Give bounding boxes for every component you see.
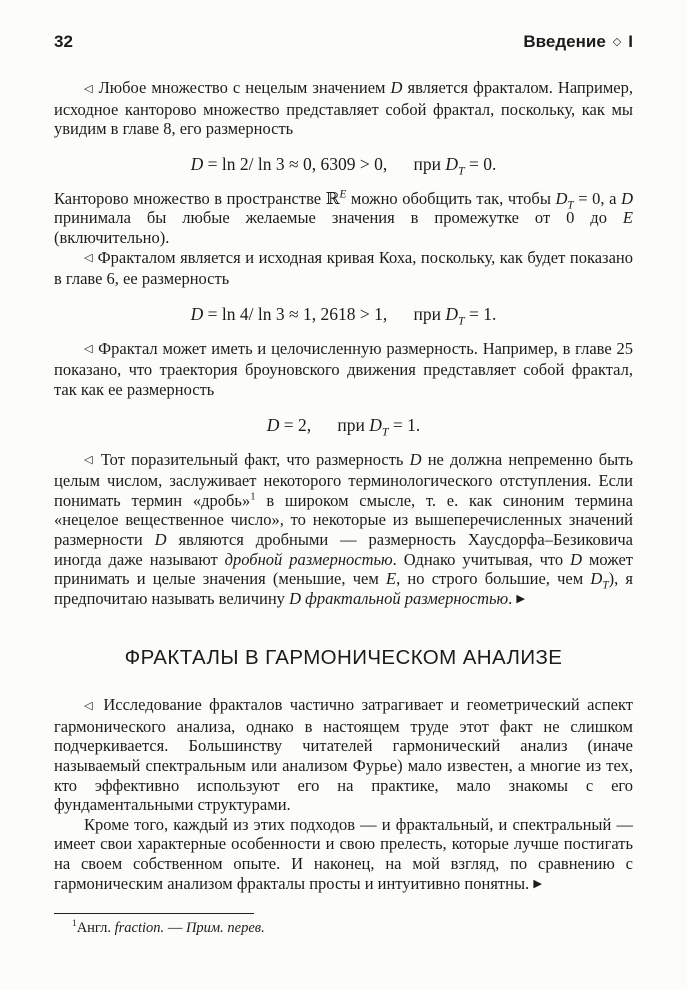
text-run: Англ. [76,920,115,937]
paragraph [54,339,633,400]
italic-run: fraction. [114,920,165,937]
math-variable: D [621,188,633,208]
paragraph [54,248,633,289]
math-variable: D [445,303,458,324]
text-run: = 1. [388,414,421,435]
text-run: при [387,153,446,174]
math-variable: D [555,188,568,208]
math-variable: D [190,303,204,324]
footnote-reference: 1 [72,919,77,930]
text-run: = 1. [464,303,497,324]
page-header [54,32,633,52]
text-run: = ln 2/ ln 3 ≈ 0, 6309 > 0, [203,153,388,174]
paragraph-end-icon: ▶ [516,592,526,606]
footnote-text [54,919,633,937]
page-body [54,78,633,895]
section-heading: ФРАКТАЛЫ В ГАРМОНИЧЕСКОМ АНАЛИЗЕ [124,646,563,670]
text-run: принимала бы любые желаемые значения в промежутке от 0 до [54,208,623,228]
text-run: , но строго большие, чем [396,569,591,589]
text-run: при [387,303,446,324]
math-variable: D [445,153,458,174]
text-run: (включительно). [54,227,170,247]
paragraph [54,78,633,139]
diamond-separator-icon: ◇ [612,36,622,48]
text-run: Фрактал может иметь и целочисленную размерность. Например, в главе 25 показано, что траектория броуновского движения представляет собой фрактал, так как ее размерность [54,338,633,399]
math-variable: D [390,78,403,97]
text-run: в широком смысле, т. е. как синоним термина «нецелое вещественное число», то некоторые из вышеперечисленных значений размерности [54,490,633,549]
display-formula [54,414,633,439]
math-variable: D [266,414,280,435]
text-run: . Однако учитывая, что [392,549,571,569]
math-subscript: T [567,199,574,212]
text-run: может принимать и целые значения (меньшие, чем [54,549,633,589]
chapter-numeral: I [628,32,633,51]
text-run: являются дробными — размерность Хаусдорфа–Безиковича иногда даже называют [54,529,633,569]
text-run: Тот поразительный факт, что размерность [94,449,410,469]
italic-run: Прим. перев. [185,920,265,937]
paragraph [54,815,633,895]
text-run: . [508,588,517,608]
paragraph-start-icon: ◁ [84,698,96,712]
math-variable: E [385,569,397,589]
text-run: ), я предпочитаю называть величину [54,569,633,608]
math-variable: D [190,153,204,174]
footnote-rule [54,913,254,914]
math-variable: D [154,529,167,549]
footnote-block [54,913,633,937]
text-run: = 0. [464,153,497,174]
text-run: = 2, [279,414,312,435]
paragraph-start-icon: ◁ [84,81,94,95]
text-run: можно обобщить так, чтобы [346,188,556,208]
text-run: = 0, а [573,188,622,208]
text-run: при [311,414,370,435]
paragraph-start-icon: ◁ [84,453,95,467]
math-subscript: T [602,579,609,592]
display-formula [54,153,633,178]
text-run: является фракталом. Например, исходное канторово множество представляет собой фрактал, поскольку, как мы увидим в главе 8, его размерность [54,78,633,139]
page-number: 32 [54,32,73,51]
italic-run: дробной размерностью [224,549,393,569]
math-superscript: E [339,188,347,201]
double-struck-r: ℝ [325,188,340,208]
paragraph [54,695,633,815]
running-title [523,32,633,52]
text-run: = ln 4/ ln 3 ≈ 1, 2618 > 1, [203,303,388,324]
text-run: Канторово множество в пространстве [54,188,326,208]
math-variable: D [409,449,422,469]
text-run: Исследование фракталов частично затрагивает и геометрический аспект гармонического анализа, однако в настоящем труде этот факт не слишком подчеркивается. Большинству читателей гармонический анализ (иначе называемый спектральным или анализом Фурье) мало известен, а многие из тех, кто эффективно используют его на практике, мало знакомы с его фундаментальными структурами. [54,695,633,815]
paragraph [54,450,633,611]
footnote-reference: 1 [250,490,256,503]
text-run: Любое множество с нецелым значением [93,78,391,97]
paragraph-start-icon: ◁ [84,342,94,356]
italic-run: фрактальной размерностью [305,588,509,608]
paragraph-start-icon: ◁ [84,251,94,265]
paragraph-end-icon: ▶ [533,877,542,891]
math-variable: D [570,549,583,569]
math-subscript: T [381,424,389,439]
paragraph [54,189,633,248]
text-run: — [164,920,186,937]
text-run: Фракталом является и исходная кривая Коха, поскольку, как будет показано в главе 6, ее размерность [54,247,633,289]
math-subscript: T [457,163,465,178]
math-variable: E [622,208,633,228]
math-variable: D [289,588,301,608]
text-run: Кроме того, каждый из этих подходов — и фрактальный, и спектральный — имеет свои характерные особенности и свою прелесть, которые лучше постигать на своем собственном опыте. И наконец, на мой взгляд, по сравнению с гармоническим анализом фракталы просты и интуитивно понятны. [54,814,633,893]
running-title-text: Введение [523,32,606,51]
text-run: не должна непременно быть целым числом, заслуживает некоторого терминологического отступления. Если понимать термин «дробь» [54,449,633,510]
math-subscript: T [457,313,465,328]
math-variable: D [590,569,603,589]
math-variable: D [369,414,382,435]
display-formula [54,303,633,328]
